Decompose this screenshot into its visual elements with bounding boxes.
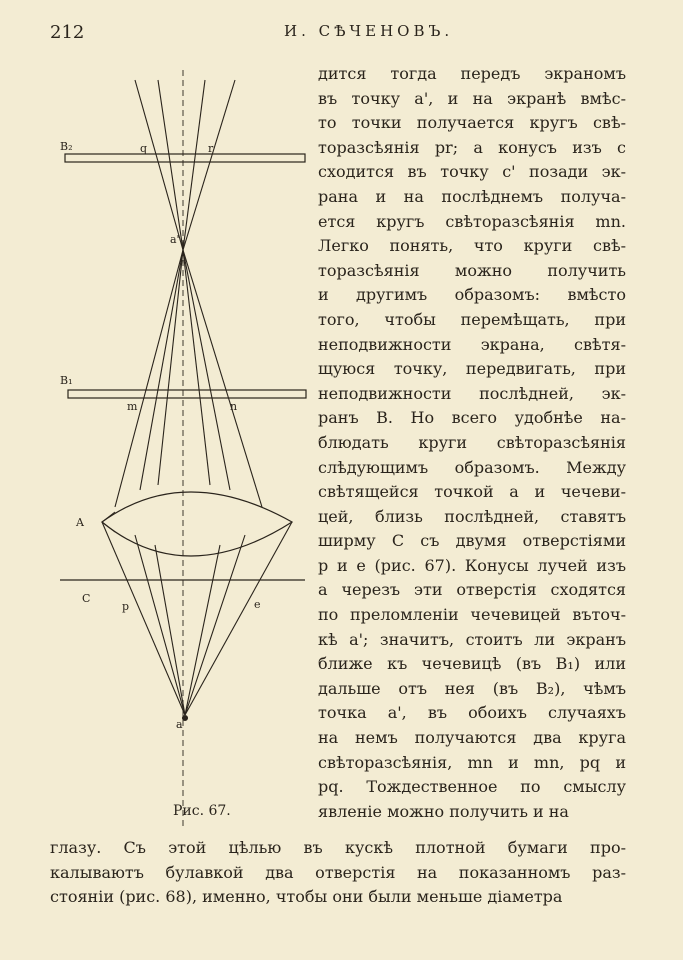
label-p: p xyxy=(122,600,130,613)
text-line: торазсѣянія можно получить xyxy=(318,260,626,280)
text-line: неподвижности экрана, свѣтя- xyxy=(318,334,626,354)
page-number: 212 xyxy=(50,22,85,43)
label-a: a xyxy=(176,718,183,731)
text-line: сходится въ точку c' позади эк- xyxy=(318,162,626,182)
screen-b1 xyxy=(68,390,306,398)
label-m: m xyxy=(127,400,138,413)
text-line: явленіе можно получить и на xyxy=(318,801,569,821)
label-C: C xyxy=(82,592,91,605)
screen-b2 xyxy=(65,154,305,162)
text-line: свѣторазсѣянія, mn и mn, pq и xyxy=(318,752,626,772)
text-line: Легко понять, что круги свѣ- xyxy=(318,236,626,256)
text-line: pq. Тождественное по смыслу xyxy=(318,777,626,797)
text-line: свѣтящейся точкой a и чечеви- xyxy=(318,482,626,502)
text-line: a черезъ эти отверстія сходятся xyxy=(318,580,626,600)
text-line: рана и на послѣднемъ получа- xyxy=(318,186,626,206)
text-line: кѣ a'; значитъ, стоитъ ли экранъ xyxy=(318,629,626,649)
text-line: ширму C съ двумя отверстіями xyxy=(318,531,626,551)
text-line: то точки получается кругъ свѣ- xyxy=(318,113,626,133)
text-line: блюдать круги свѣторазсѣянія xyxy=(318,432,626,452)
text-line: ближе къ чечевицѣ (въ B₁) или xyxy=(318,654,626,674)
text-line: на немъ получаются два круга xyxy=(318,728,626,748)
ray xyxy=(185,545,220,715)
text-line: неподвижности послѣдней, эк- xyxy=(318,383,626,403)
ray xyxy=(183,250,262,507)
lens-a xyxy=(102,492,292,556)
text-line: въ точку a', и на экранѣ вмѣс- xyxy=(318,88,626,108)
label-B1: B₁ xyxy=(60,374,73,387)
text-line: слѣдующимъ образомъ. Между xyxy=(318,457,626,477)
ray xyxy=(185,535,245,715)
ray xyxy=(183,80,205,250)
text-line: торазсѣянія pr; а конусъ изъ c xyxy=(318,137,626,157)
label-A: A xyxy=(76,516,84,529)
text-line: и другимъ образомъ: вмѣсто xyxy=(318,285,626,305)
text-line: ется кругъ свѣторазсѣянія mn. xyxy=(318,211,626,231)
point-a xyxy=(183,716,188,721)
label-B2: B₂ xyxy=(60,140,73,153)
text-line: щуюся точку, передвигать, при xyxy=(318,359,626,379)
ray xyxy=(135,80,183,250)
ray xyxy=(135,535,185,715)
optics-diagram-figure xyxy=(30,60,320,840)
text-line: точка a', въ обоихъ случаяхъ xyxy=(318,703,626,723)
full-width-text xyxy=(50,836,626,910)
label-a-prime: a' xyxy=(170,233,180,246)
ray xyxy=(155,545,185,715)
text-line: того, чтобы перемѣщать, при xyxy=(318,309,626,329)
text-line: дится тогда передъ экраномъ xyxy=(318,64,626,83)
ray xyxy=(102,522,185,715)
text-line: ранъ B. Но всего удобнѣе на- xyxy=(318,408,626,428)
figure-caption: Рис. 67. xyxy=(173,803,231,819)
text-line: калываютъ булавкой два отверстія на показанномъ раз- xyxy=(50,862,626,882)
label-n: n xyxy=(230,400,238,413)
text-line: p и e (рис. 67). Конусы лучей изъ xyxy=(318,555,626,575)
text-line: по преломленіи чечевицей въточ- xyxy=(318,605,626,625)
right-column-text xyxy=(318,62,626,824)
text-line: дальше отъ нея (въ B₂), чѣмъ xyxy=(318,678,626,698)
ray xyxy=(183,80,235,250)
label-q: q xyxy=(140,142,148,155)
text-line: глазу. Съ этой цѣлью въ кускѣ плотной бумаги про- xyxy=(50,838,626,857)
label-r: r xyxy=(208,142,214,155)
running-head: И. СѢЧЕНОВЪ. xyxy=(284,22,454,40)
ray xyxy=(158,80,183,250)
label-e: e xyxy=(254,598,261,611)
text-line: цей, близь послѣдней, ставятъ xyxy=(318,506,626,526)
ray xyxy=(185,522,292,715)
ray xyxy=(115,250,183,507)
text-line: стояніи (рис. 68), именно, чтобы они были меньше діаметра xyxy=(50,887,563,907)
